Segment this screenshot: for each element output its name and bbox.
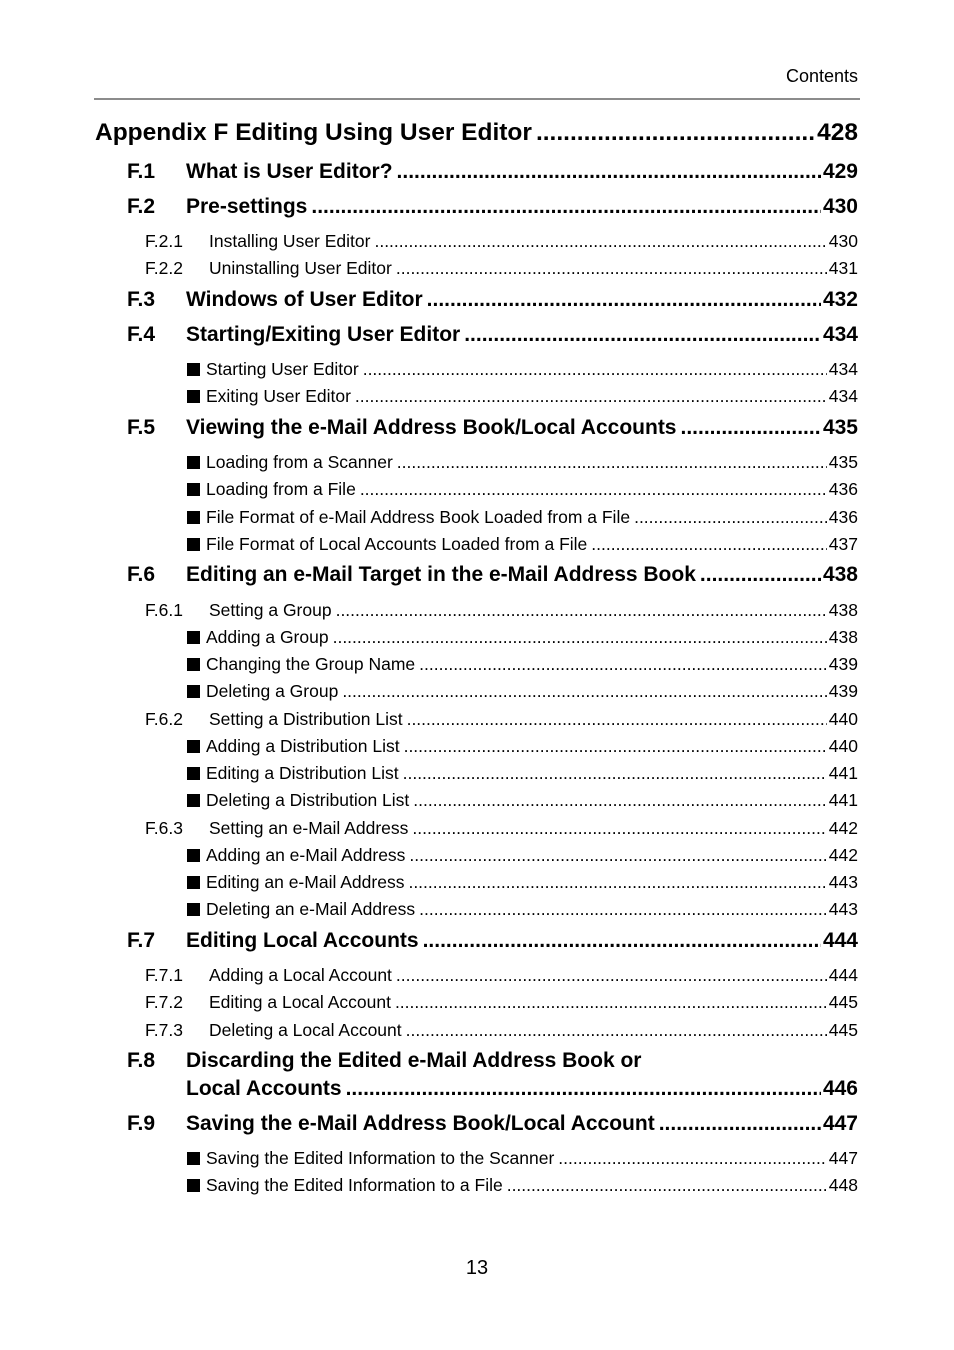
toc-entry-page: 430 (828, 231, 858, 251)
toc-entry-title: Editing a Distribution List (206, 763, 399, 783)
toc-entry[interactable] (187, 1173, 858, 1197)
square-bullet-icon (187, 903, 200, 916)
square-bullet-icon (187, 631, 200, 644)
square-bullet-icon (187, 767, 200, 780)
toc-entry-page: 435 (828, 452, 858, 472)
toc-entry-page: 440 (828, 709, 858, 729)
toc-entry-number: F.4 (127, 323, 156, 346)
toc-entry[interactable] (187, 532, 858, 556)
toc-entry-title: Deleting an e-Mail Address (206, 899, 416, 919)
toc-entry[interactable] (187, 679, 858, 703)
toc-entry-page: 434 (822, 323, 858, 346)
toc-entry[interactable] (186, 1075, 858, 1102)
toc-entry-title: Deleting a Distribution List (206, 790, 410, 810)
toc-entry-page: 443 (828, 899, 858, 919)
toc-entry-title: Adding a Local Account (209, 965, 392, 985)
toc-entry[interactable] (127, 1047, 641, 1074)
square-bullet-icon (187, 363, 200, 376)
page-number: 13 (465, 1257, 489, 1279)
toc-entry-title: What is User Editor? (186, 160, 393, 183)
dot-leader (427, 286, 821, 313)
toc-entry[interactable] (127, 414, 858, 441)
toc-entry-title: Starting User Editor (206, 359, 359, 379)
toc-entry[interactable] (145, 598, 858, 622)
toc-entry[interactable] (187, 357, 858, 381)
square-bullet-icon (187, 1179, 200, 1192)
toc-entry[interactable] (145, 990, 858, 1014)
toc-entry-number: F.7.3 (145, 1020, 183, 1040)
toc-entry-title: Saving the Edited Information to the Scanner (206, 1148, 555, 1168)
toc-entry[interactable] (187, 384, 858, 408)
toc-entry-title: Windows of User Editor (186, 288, 423, 311)
dot-leader (311, 193, 821, 220)
toc-entry-title: Appendix F Editing Using User Editor (95, 119, 532, 146)
toc-entry-number: F.2.1 (145, 231, 183, 251)
toc-entry-page: 436 (828, 507, 858, 527)
dot-leader (464, 321, 821, 348)
toc-entry-page: 447 (828, 1148, 858, 1168)
square-bullet-icon (187, 658, 200, 671)
toc-entry[interactable] (187, 450, 858, 474)
toc-entry-page: 434 (828, 386, 858, 406)
toc-entry-page: 442 (828, 818, 858, 838)
toc-entry[interactable] (187, 788, 858, 812)
dot-leader (423, 927, 821, 954)
square-bullet-icon (187, 740, 200, 753)
dot-leader (659, 1110, 821, 1137)
toc-entry-title: Deleting a Group (206, 681, 339, 701)
toc-entry-title: Starting/Exiting User Editor (186, 323, 461, 346)
dot-leader (396, 963, 827, 987)
toc-entry-page: 438 (822, 563, 858, 586)
toc-entry[interactable] (187, 477, 858, 501)
toc-entry-title: Discarding the Edited e-Mail Address Book or (186, 1049, 642, 1072)
toc-entry[interactable] (187, 843, 858, 867)
square-bullet-icon (187, 1152, 200, 1165)
toc-entry-number: F.6.3 (145, 818, 183, 838)
dot-leader (360, 477, 827, 501)
dot-leader (681, 414, 821, 441)
toc-entry-number: F.2.2 (145, 258, 183, 278)
toc-entry-number: F.7.1 (145, 965, 183, 985)
header-divider (94, 98, 860, 100)
toc-entry-number: F.9 (127, 1112, 156, 1135)
toc-entry-page: 439 (828, 681, 858, 701)
square-bullet-icon (187, 511, 200, 524)
toc-entry-title: Adding an e-Mail Address (206, 845, 406, 865)
dot-leader (395, 990, 827, 1014)
toc-entry[interactable] (127, 158, 858, 185)
dot-leader (407, 707, 827, 731)
toc-entry-title: Setting a Distribution List (209, 709, 403, 729)
toc-entry-title: Adding a Distribution List (206, 736, 400, 756)
dot-leader (558, 1146, 827, 1170)
toc-entry-title: Loading from a Scanner (206, 452, 393, 472)
dot-leader (342, 679, 826, 703)
toc-entry-title: Saving the e-Mail Address Book/Local Account (186, 1112, 655, 1135)
toc-entry[interactable] (127, 927, 858, 954)
dot-leader (536, 118, 815, 148)
toc-entry-page: 447 (822, 1112, 858, 1135)
square-bullet-icon (187, 876, 200, 889)
toc-entry-page: 444 (822, 929, 858, 952)
dot-leader (396, 256, 827, 280)
toc-entry-title: Installing User Editor (209, 231, 371, 251)
toc-entry[interactable] (145, 707, 858, 731)
toc-entry-title: Pre-settings (186, 195, 308, 218)
toc-entry-page: 441 (828, 763, 858, 783)
square-bullet-icon (187, 685, 200, 698)
toc-entry-number: F.8 (127, 1049, 156, 1072)
dot-leader (591, 532, 827, 556)
dot-leader (419, 897, 827, 921)
square-bullet-icon (187, 794, 200, 807)
toc-entry-number: F.1 (127, 160, 156, 183)
dot-leader (404, 734, 827, 758)
dot-leader (408, 870, 826, 894)
dot-leader (419, 652, 827, 676)
toc-entry[interactable] (187, 652, 858, 676)
dot-leader (363, 357, 827, 381)
toc-entry-title: Editing Local Accounts (186, 929, 419, 952)
toc-entry[interactable] (95, 118, 858, 148)
toc-entry-number: F.5 (127, 416, 156, 439)
dot-leader (333, 625, 827, 649)
toc-entry[interactable] (127, 321, 858, 348)
toc-entry-page: 438 (828, 600, 858, 620)
toc-entry[interactable] (145, 229, 858, 253)
square-bullet-icon (187, 456, 200, 469)
toc-entry-number: F.7 (127, 929, 156, 952)
toc-entry-title: Deleting a Local Account (209, 1020, 402, 1040)
toc-entry-page: 428 (817, 119, 858, 146)
toc-entry-number: F.7.2 (145, 992, 183, 1012)
dot-leader (700, 561, 821, 588)
toc-entry-number: F.6 (127, 563, 156, 586)
toc-entry[interactable] (127, 561, 858, 588)
toc-entry[interactable] (187, 1146, 858, 1170)
toc-entry-page: 448 (828, 1175, 858, 1195)
dot-leader (507, 1173, 827, 1197)
toc-entry[interactable] (127, 1110, 858, 1137)
toc-entry-page: 430 (822, 195, 858, 218)
toc-entry-page: 445 (828, 1020, 858, 1040)
toc-entry-title: Setting a Group (209, 600, 332, 620)
toc-entry-page: 429 (822, 160, 858, 183)
toc-entry-page: 446 (822, 1077, 858, 1100)
toc-entry-number: F.2 (127, 195, 156, 218)
toc-entry-page: 445 (828, 992, 858, 1012)
dot-leader (403, 761, 827, 785)
running-header: Contents (785, 66, 858, 86)
toc-entry[interactable] (145, 256, 858, 280)
dot-leader (397, 450, 827, 474)
dot-leader (397, 158, 821, 185)
dot-leader (634, 505, 827, 529)
toc-entry-number: F.6.1 (145, 600, 183, 620)
square-bullet-icon (187, 390, 200, 403)
toc-entry[interactable] (145, 963, 858, 987)
toc-entry-title: Exiting User Editor (206, 386, 351, 406)
toc-entry-title: Setting an e-Mail Address (209, 818, 409, 838)
toc-entry-page: 444 (828, 965, 858, 985)
dot-leader (374, 229, 826, 253)
toc-entry-title: File Format of e-Mail Address Book Loaded from a File (206, 507, 631, 527)
toc-entry-title: Changing the Group Name (206, 654, 416, 674)
dot-leader (406, 1018, 827, 1042)
dot-leader (413, 788, 827, 812)
toc-entry[interactable] (127, 286, 858, 313)
toc-entry[interactable] (187, 625, 858, 649)
toc-entry-title: Adding a Group (206, 627, 329, 647)
toc-entry-page: 441 (828, 790, 858, 810)
toc-entry-title: Editing an e-Mail Target in the e-Mail Address Book (186, 563, 696, 586)
toc-entry-page: 438 (828, 627, 858, 647)
toc-entry-page: 435 (822, 416, 858, 439)
toc-entry[interactable] (145, 816, 858, 840)
toc-entry-page: 440 (828, 736, 858, 756)
toc-entry-title: Saving the Edited Information to a File (206, 1175, 503, 1195)
dot-leader (412, 816, 826, 840)
toc-entry-number: F.6.2 (145, 709, 183, 729)
toc-entry[interactable] (187, 761, 858, 785)
square-bullet-icon (187, 538, 200, 551)
toc-entry-title: Editing an e-Mail Address (206, 872, 405, 892)
dot-leader (346, 1075, 821, 1102)
toc-entry[interactable] (187, 897, 858, 921)
square-bullet-icon (187, 483, 200, 496)
dot-leader (336, 598, 827, 622)
toc-entry-title: File Format of Local Accounts Loaded from a File (206, 534, 588, 554)
toc-entry[interactable] (127, 193, 858, 220)
toc-entry-page: 432 (822, 288, 858, 311)
dot-leader (355, 384, 827, 408)
toc-entry-title: Loading from a File (206, 479, 356, 499)
toc-entry-title: Uninstalling User Editor (209, 258, 392, 278)
toc-entry-page: 436 (828, 479, 858, 499)
toc-entry-page: 439 (828, 654, 858, 674)
toc-entry-page: 434 (828, 359, 858, 379)
toc-entry[interactable] (187, 505, 858, 529)
square-bullet-icon (187, 849, 200, 862)
toc-entry-title: Local Accounts (186, 1077, 342, 1100)
toc-entry-page: 437 (828, 534, 858, 554)
toc-entry-title: Editing a Local Account (209, 992, 391, 1012)
toc-entry[interactable] (145, 1018, 858, 1042)
toc-entry-title: Viewing the e-Mail Address Book/Local Accounts (186, 416, 677, 439)
toc-entry[interactable] (187, 734, 858, 758)
toc-entry-page: 442 (828, 845, 858, 865)
toc-entry[interactable] (187, 870, 858, 894)
toc-entry-page: 431 (828, 258, 858, 278)
dot-leader (409, 843, 826, 867)
toc-entry-page: 443 (828, 872, 858, 892)
toc-entry-number: F.3 (127, 288, 156, 311)
